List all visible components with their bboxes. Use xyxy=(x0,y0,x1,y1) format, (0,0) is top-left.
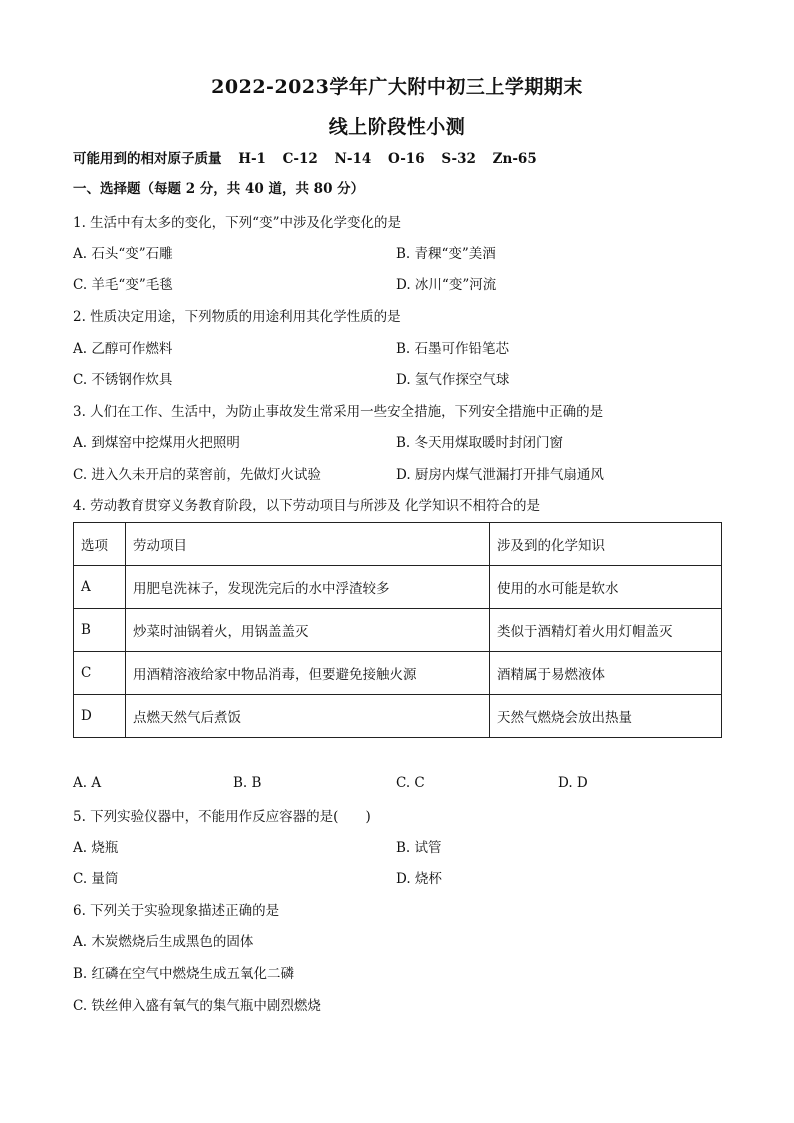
question-4-option-d: D. D xyxy=(558,775,588,791)
table-cell-knowledge: 天然气燃烧会放出热量 xyxy=(490,695,722,738)
table-row xyxy=(74,695,722,738)
table-cell-option: B xyxy=(74,609,126,652)
table-cell-option: C xyxy=(74,652,126,695)
question-1-stem: 1. 生活中有太多的变化，下列“变”中涉及化学变化的是 xyxy=(73,215,401,231)
table-cell-knowledge: 类似于酒精灯着火用灯帽盖灭 xyxy=(490,609,722,652)
atomic-masses-label: 可能用到的相对原子质量 xyxy=(73,151,222,167)
atomic-masses xyxy=(73,150,549,168)
question-2-stem: 2. 性质决定用途，下列物质的用途利用其化学性质的是 xyxy=(73,309,401,325)
table-cell-task: 炒菜时油锅着火，用锅盖盖灭 xyxy=(126,609,490,652)
table-cell-option: D xyxy=(74,695,126,738)
mass-h: H-1 xyxy=(238,151,266,167)
question-5-option-b: B. 试管 xyxy=(396,840,442,856)
question-4-option-b: B. B xyxy=(233,775,262,791)
question-5-option-c: C. 量筒 xyxy=(73,871,119,887)
mass-n: N-14 xyxy=(334,151,372,167)
question-4-stem: 4. 劳动教育贯穿义务教育阶段，以下劳动项目与所涉及 化学知识不相符合的是 xyxy=(73,498,540,514)
table-cell-task: 点燃天然气后煮饭 xyxy=(126,695,490,738)
question-5-stem: 5. 下列实验仪器中，不能用作反应容器的是( ) xyxy=(73,809,371,825)
question-6-option-c: C. 铁丝伸入盛有氧气的集气瓶中剧烈燃烧 xyxy=(73,998,321,1014)
section-heading: 一、选择题（每题 2 分，共 40 道，共 80 分） xyxy=(73,181,365,197)
table-cell-knowledge: 酒精属于易燃液体 xyxy=(490,652,722,695)
table-row xyxy=(74,652,722,695)
question-6-option-a: A. 木炭燃烧后生成黑色的固体 xyxy=(73,934,254,950)
question-3-stem: 3. 人们在工作、生活中，为防止事故发生常采用一些安全措施，下列安全措施中正确的是 xyxy=(73,404,604,420)
table-header-cell: 涉及到的化学知识 xyxy=(490,523,722,566)
question-4-option-a: A. A xyxy=(73,775,102,791)
question-2-option-d: D. 氢气作探空气球 xyxy=(396,372,510,388)
mass-s: S-32 xyxy=(441,151,476,167)
question-6-option-b: B. 红磷在空气中燃烧生成五氧化二磷 xyxy=(73,966,295,982)
question-1-option-b: B. 青稞“变”美酒 xyxy=(396,246,496,262)
mass-zn: Zn-65 xyxy=(492,151,537,167)
table-cell-task: 用酒精溶液给家中物品消毒，但要避免接触火源 xyxy=(126,652,490,695)
question-3-option-d: D. 厨房内煤气泄漏打开排气扇通风 xyxy=(396,467,604,483)
question-1-option-c: C. 羊毛“变”毛毯 xyxy=(73,277,173,293)
question-2-option-b: B. 石墨可作铅笔芯 xyxy=(396,341,510,357)
mass-o: O-16 xyxy=(387,151,425,167)
mass-c: C-12 xyxy=(282,151,318,167)
question-1-option-a: A. 石头“变”石雕 xyxy=(73,246,173,262)
question-1-option-d: D. 冰川“变”河流 xyxy=(396,277,497,293)
table-row xyxy=(74,609,722,652)
question-3-option-a: A. 到煤窑中挖煤用火把照明 xyxy=(73,435,240,451)
question-6-stem: 6. 下列关于实验现象描述正确的是 xyxy=(73,903,280,919)
question-4-option-c: C. C xyxy=(396,775,425,791)
table-row xyxy=(74,566,722,609)
title-line-1: 2022-2023学年广大附中初三上学期期末 xyxy=(211,76,583,98)
table-cell-option: A xyxy=(74,566,126,609)
question-4-table xyxy=(73,522,722,738)
table-cell-knowledge: 使用的水可能是软水 xyxy=(490,566,722,609)
question-2-option-a: A. 乙醇可作燃料 xyxy=(73,341,173,357)
question-3-option-c: C. 进入久未开启的菜窖前，先做灯火试验 xyxy=(73,467,321,483)
question-2-option-c: C. 不锈钢作炊具 xyxy=(73,372,173,388)
question-5-option-a: A. 烧瓶 xyxy=(73,840,119,856)
table-cell-task: 用肥皂洗袜子，发现洗完后的水中浮渣较多 xyxy=(126,566,490,609)
table-header-cell: 劳动项目 xyxy=(126,523,490,566)
question-3-option-b: B. 冬天用煤取暖时封闭门窗 xyxy=(396,435,564,451)
table-header-cell: 选项 xyxy=(74,523,126,566)
table-header-row xyxy=(74,523,722,566)
question-5-option-d: D. 烧杯 xyxy=(396,871,442,887)
title-line-2: 线上阶段性小测 xyxy=(328,116,466,138)
